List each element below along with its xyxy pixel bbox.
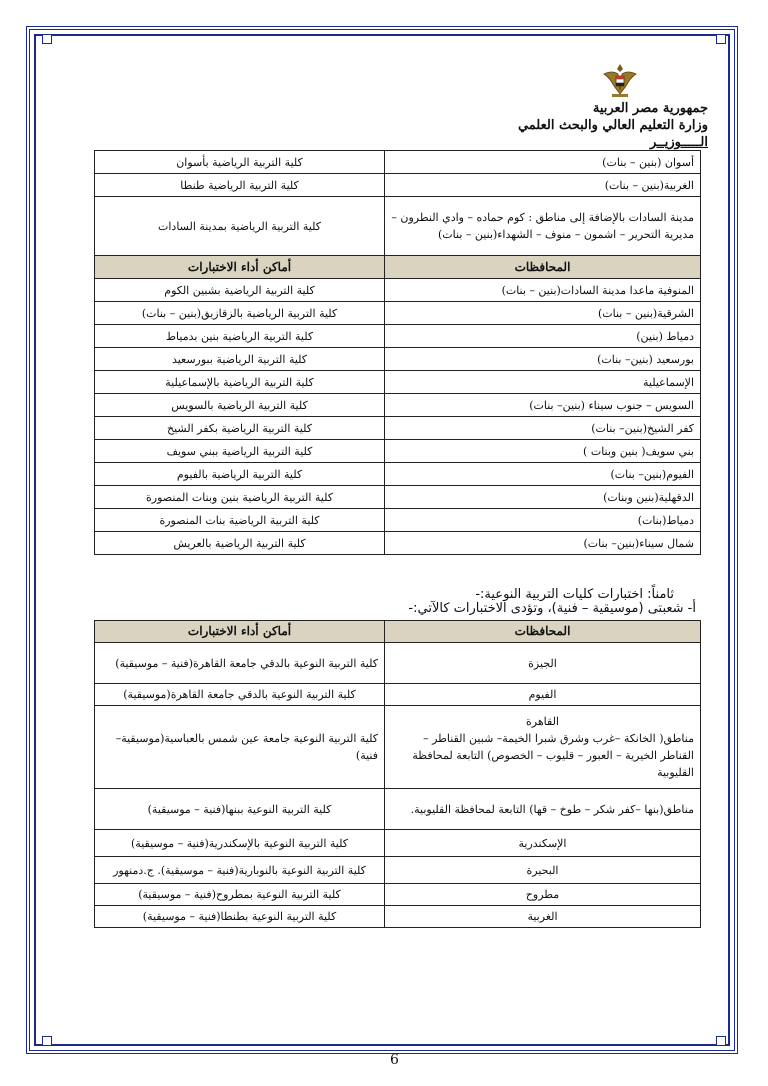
table-row (95, 417, 701, 440)
test-location-cell: كلية التربية النوعية بطنطا(فنية – موسيقية) (95, 906, 385, 928)
table-row (95, 394, 701, 417)
test-location-cell: كلية التربية النوعية بالدقي جامعة القاهرة(فنية – موسيقية) (95, 643, 385, 684)
test-location-cell: كلية التربية الرياضية بالزقازيق(بنين – بنات) (95, 302, 385, 325)
governorate-cell: بورسعيد (بنين– بنات) (385, 348, 701, 371)
governorate-cell: الإسماعيلية (385, 371, 701, 394)
governorate-cell: الشرقية(بنين – بنات) (385, 302, 701, 325)
test-location-cell: كلية التربية الرياضية بنين بدمياط (95, 325, 385, 348)
table-row (95, 348, 701, 371)
column-header-governorates: المحافظات (385, 256, 701, 279)
test-location-cell: كلية التربية الرياضية بالفيوم (95, 463, 385, 486)
table-row (95, 197, 701, 256)
test-location-cell: كلية التربية الرياضية ببني سويف (95, 440, 385, 463)
governorate-cell: الغربية (385, 906, 701, 928)
test-location-cell: كلية التربية الرياضية بأسوان (95, 151, 385, 174)
test-location-cell: كلية التربية الرياضية ببورسعيد (95, 348, 385, 371)
table-row (95, 643, 701, 684)
governorate-cell (385, 706, 701, 789)
column-header-governorates: المحافظات (385, 621, 701, 643)
governorate-cell: السويس – جنوب سيناء (بنين– بنات) (385, 394, 701, 417)
table-row (95, 684, 701, 706)
governorate-qalyubia-areas: مناطق( الخانكة –غرب وشرق شبرا الخيمة– شبين القناطر – القناطر الخيرية – العبور – قليوب – الخصوص) التابعة لمحافظة القليوبية (412, 732, 694, 779)
table-row (95, 440, 701, 463)
governorate-cell: كفر الشيخ(بنين– بنات) (385, 417, 701, 440)
governorate-cell: مدينة السادات بالإضافة إلى مناطق : كوم حماده – وادي النطرون – مديرية التحرير – اشمون – منوف – الشهداء(بنين – بنات) (385, 197, 701, 256)
test-location-cell: كلية التربية النوعية بالدقي جامعة القاهرة(موسيقية) (95, 684, 385, 706)
governorate-cell: دمياط(بنات) (385, 509, 701, 532)
table-row (95, 302, 701, 325)
header-ministry: وزارة التعليم العالي والبحث العلمي (517, 118, 708, 133)
border-corner (716, 1036, 726, 1046)
column-header-locations: أماكن أداء الاختبارات (95, 256, 385, 279)
test-location-cell: كلية التربية الرياضية بالعريش (95, 532, 385, 555)
header-minister: الـــــوزيــر (649, 135, 708, 150)
governorate-cell: الدقهلية(بنين وبنات) (385, 486, 701, 509)
table-row (95, 174, 701, 197)
test-location-cell: كلية التربية النوعية بمطروح(فنية – موسيقية) (95, 884, 385, 906)
header-country: جمهورية مصر العربية (592, 101, 708, 116)
governorate-cell: مناطق(بنها –كفر شكر – طوخ – قها) التابعة لمحافظة القليوبية. (385, 789, 701, 830)
governorate-cell: الغربية(بنين – بنات) (385, 174, 701, 197)
column-header-locations: أماكن أداء الاختبارات (95, 621, 385, 643)
page-number: 6 (390, 1052, 399, 1068)
table-row (95, 279, 701, 302)
sports-education-table (94, 150, 701, 555)
border-corner (716, 34, 726, 44)
letterhead (448, 60, 708, 151)
table-row (95, 371, 701, 394)
governorate-cell: بني سويف( بنين وبنات ) (385, 440, 701, 463)
test-location-cell: كلية التربية الرياضية بنات المنصورة (95, 509, 385, 532)
table-row (95, 884, 701, 906)
governorate-cell: مطروح (385, 884, 701, 906)
table-row (95, 906, 701, 928)
governorate-cell: المنوفية ماعدا مدينة السادات(بنين – بنات) (385, 279, 701, 302)
table-row (95, 509, 701, 532)
table-row (95, 325, 701, 348)
governorate-cell: الإسكندرية (385, 830, 701, 857)
table-row (95, 706, 701, 789)
specific-education-table (94, 620, 701, 928)
governorate-cell: الفيوم(بنين– بنات) (385, 463, 701, 486)
table-row (95, 857, 701, 884)
governorate-cell: أسوان (بنين – بنات) (385, 151, 701, 174)
test-location-cell: كلية التربية الرياضية بكفر الشيخ (95, 417, 385, 440)
table-header-row (95, 256, 701, 279)
table-row (95, 151, 701, 174)
test-location-cell: كلية التربية الرياضية بالسويس (95, 394, 385, 417)
egypt-eagle-emblem-icon (600, 60, 640, 100)
table-row (95, 486, 701, 509)
border-corner (42, 1036, 52, 1046)
governorate-cell: شمال سيناء(بنين– بنات) (385, 532, 701, 555)
table-header-row (95, 621, 701, 643)
test-location-cell: كلية التربية الرياضية طنطا (95, 174, 385, 197)
test-location-cell: كلية التربية الرياضية بنين وبنات المنصورة (95, 486, 385, 509)
test-location-cell: كلية التربية الرياضية بمدينة السادات (95, 197, 385, 256)
section-item-a: أ- شعبتى (موسيقية – فنية)، وتؤدى الاختبارات كالآتي:- (408, 601, 696, 616)
table-row (95, 830, 701, 857)
governorate-cell: دمياط (بنين) (385, 325, 701, 348)
section-heading: ثامناً: اختبارات كليات التربية النوعية:- (475, 587, 674, 602)
test-location-cell: كلية التربية النوعية بالإسكندرية(فنية – موسيقية) (95, 830, 385, 857)
governorate-cell: الجيزة (385, 643, 701, 684)
table-row (95, 532, 701, 555)
governorate-cell: الفيوم (385, 684, 701, 706)
test-location-cell: كلية التربية النوعية ببنها(فنية – موسيقية) (95, 789, 385, 830)
governorate-cell: البحيرة (385, 857, 701, 884)
border-corner (42, 34, 52, 44)
table-row (95, 789, 701, 830)
test-location-cell: كلية التربية الرياضية بالإسماعيلية (95, 371, 385, 394)
test-location-cell: كلية التربية النوعية جامعة عين شمس بالعباسية(موسيقية– فنية) (95, 706, 385, 789)
governorate-cairo: القاهرة (526, 715, 559, 728)
table-row (95, 463, 701, 486)
test-location-cell: كلية التربية النوعية بالنوبارية(فنية – موسيقية). ج.دمنهور (95, 857, 385, 884)
test-location-cell: كلية التربية الرياضية بشبين الكوم (95, 279, 385, 302)
